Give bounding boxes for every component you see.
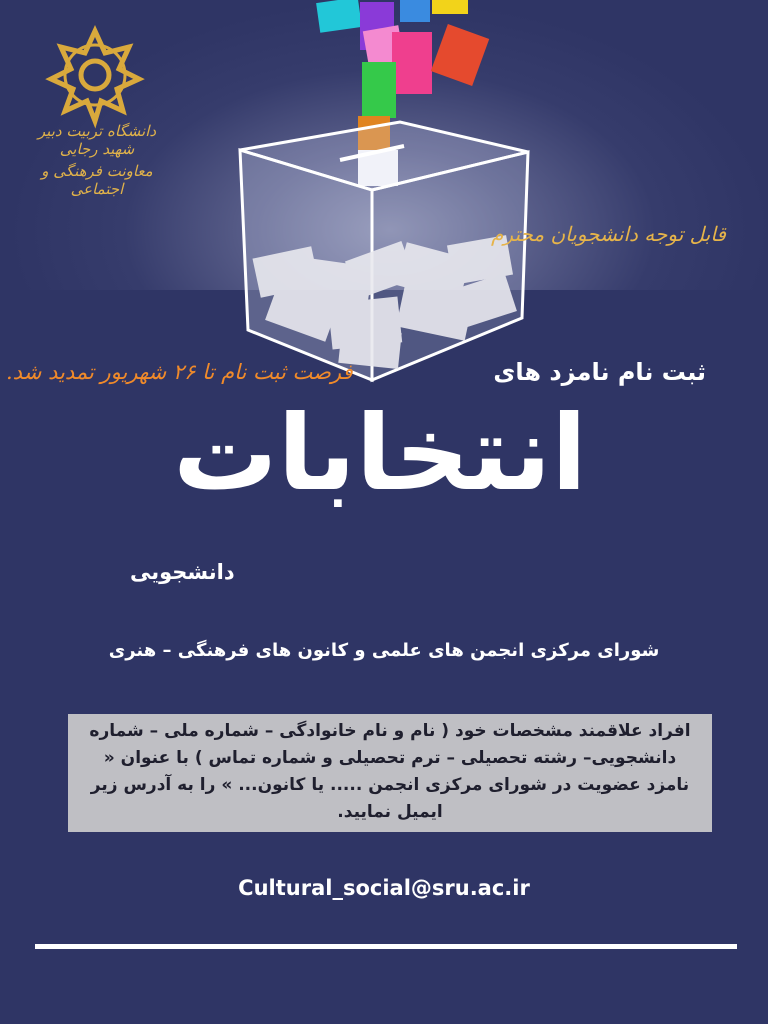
university-logo xyxy=(30,20,160,134)
headline: انتخابات xyxy=(173,392,587,514)
bottom-divider xyxy=(35,944,737,949)
university-emblem-icon xyxy=(30,20,160,130)
council-title: شورای مرکزی انجمن های علمی و کانون های فرهنگی – هنری xyxy=(108,640,660,661)
attention-line: قابل توجه دانشجویان محترم xyxy=(491,222,726,246)
contact-email[interactable]: Cultural_social@sru.ac.ir xyxy=(238,876,530,900)
instructions-box xyxy=(68,714,712,832)
headline-subtitle: دانشجویی xyxy=(130,560,235,584)
university-name: دانشگاه تربیت دبیر شهید رجایی xyxy=(37,122,157,158)
instructions-text: افراد علاقمند مشخصات خود ( نام و نام خانوادگی – شماره ملی – شماره دانشجویی– رشته تحصیلی – ترم تحصیلی و شماره تماس ) با عنوان « نامزد عضویت در شورای مرکزی انجمن ..... یا کانون... » را به آدرس زیر ایمیل نمایید. xyxy=(89,721,691,822)
registration-title: ثبت نام نامزد های xyxy=(493,358,706,386)
extension-notice: فرصت ثبت نام تا ۲۶ شهریور تمدید شد. xyxy=(6,360,353,384)
department-name: معاونت فرهنگی و اجتماعی xyxy=(41,162,153,198)
